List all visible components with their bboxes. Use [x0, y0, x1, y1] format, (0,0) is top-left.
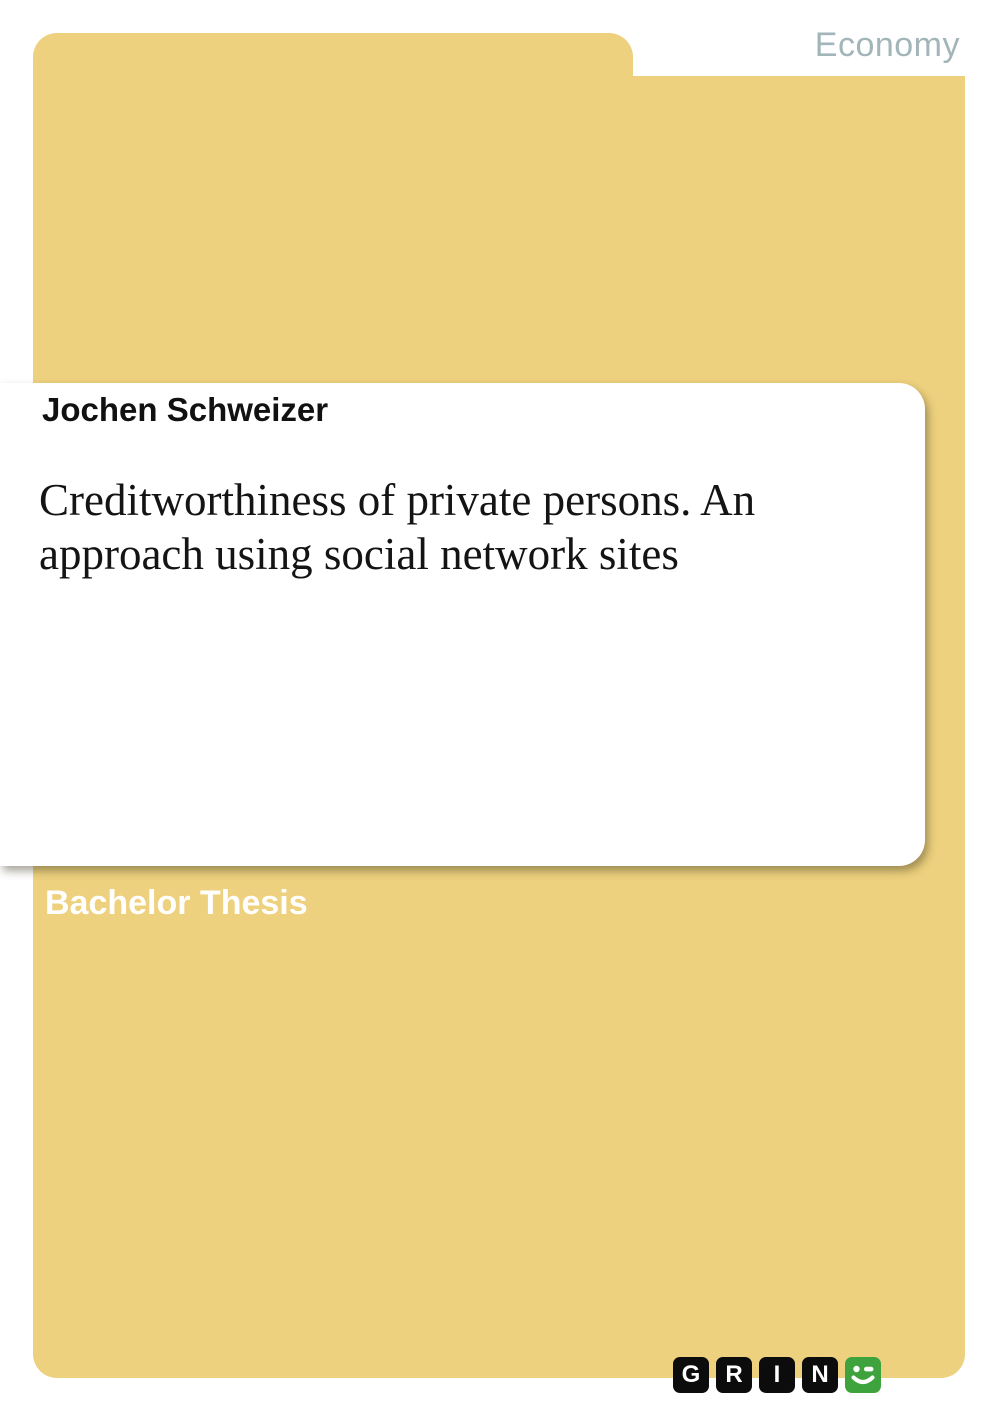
logo-letter-g: G	[673, 1357, 709, 1393]
category-label: Economy	[814, 26, 960, 64]
thesis-type-label: Bachelor Thesis	[45, 884, 308, 922]
logo-letter-i: I	[759, 1357, 795, 1393]
winking-smiley-icon	[845, 1357, 881, 1393]
logo-letter-n: N	[802, 1357, 838, 1393]
title-line-2: approach using social network sites	[39, 529, 679, 579]
book-title	[39, 473, 755, 581]
logo-letter-r: R	[716, 1357, 752, 1393]
author-name: Jochen Schweizer	[42, 391, 329, 428]
title-panel	[0, 383, 925, 866]
title-line-1: Creditworthiness of private persons. An	[39, 475, 756, 525]
grin-logo	[673, 1357, 881, 1393]
